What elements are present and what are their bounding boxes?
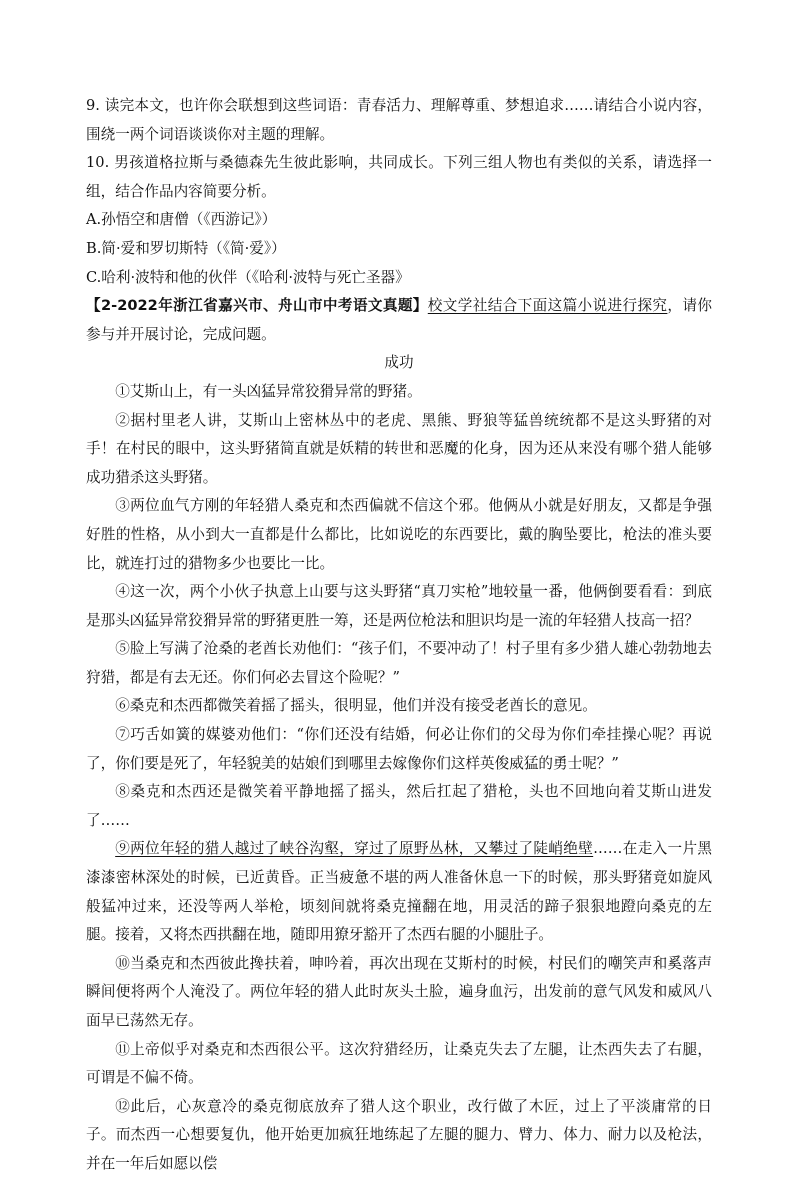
story-paragraph: ⑤脸上写满了沧桑的老酋长劝他们：“孩子们，不要冲动了！村子里有多少猎人雄心勃勃地去狩猎，都是有去无还。你们何必去冒这个险呢？” xyxy=(86,640,712,686)
story-body xyxy=(86,378,712,1179)
story-paragraph: ③两位血气方刚的年轻猎人桑克和杰西偏就不信这个邪。他俩从小就是好朋友，又都是争强好胜的性格，从小到大一直都是什么都比，比如说吃的东西要比，戴的胸坠要比，枪法的准头要比，就连打过的猎物多少也要比一比。 xyxy=(86,497,712,572)
option-c: C.哈利·波特和他的伙伴（《哈利·波特与死亡圣器》 xyxy=(86,268,410,286)
story-paragraph: ⑦巧舌如簧的媒婆劝他们：“你们还没有结婚，何必让你们的父母为你们牵挂操心呢？再说了，你们要是死了，年轻貌美的姑娘们到哪里去嫁像你们这样英俊威猛的勇士呢？” xyxy=(86,726,712,772)
story-paragraph: ⑪上帝似乎对桑克和杰西很公平。这次狩猎经历，让桑克失去了左腿，让杰西失去了右腿，可谓是不偏不倚。 xyxy=(86,1040,712,1087)
intro-underlined: 校文学社结合下面这篇小说进行探究 xyxy=(427,297,668,315)
story-title: 成功 xyxy=(384,354,414,372)
story-paragraph: ⑧桑克和杰西还是微笑着平静地摇了摇头，然后扛起了猎枪，头也不回地向着艾斯山进发了…… xyxy=(86,783,712,829)
story-paragraph: ①艾斯山上，有一头凶猛异常狡猾异常的野猪。 xyxy=(115,382,422,400)
question-9: 9. 读完本文，也许你会联想到这些词语：青春活力、理解尊重、梦想追求……请结合小说内容，围绕一两个词语谈谈你对主题的理解。 xyxy=(86,97,712,143)
option-b: B.简·爱和罗切斯特（《简·爱》） xyxy=(86,239,286,257)
story-paragraph: ④这一次，两个小伙子执意上山要与这头野猪“真刀实枪”地较量一番，他俩倒要看看：到底是那头凶猛异常狡猾异常的野猪更胜一筹，还是两位枪法和胆识均是一流的年轻猎人技高一招？ xyxy=(86,583,712,629)
option-a: A.孙悟空和唐僧（《西游记》） xyxy=(86,211,277,229)
story-paragraph-9 xyxy=(86,835,712,949)
paragraph-9-rest: ……在走入一片黑漆漆密林深处的时候，已近黄昏。正当疲惫不堪的两人准备休息一下的时候，那头野猪竟如旋风般猛冲过来，还没等两人举枪，顷刻间就将桑克撞翻在地，用灵活的蹄子狠狠地蹬向桑克的左腿。接着，又将杰西拱翻在地，随即用獠牙豁开了杰西右腿的小腿肚子。 xyxy=(86,840,712,944)
story-paragraph: ⑥桑克和杰西都微笑着摇了摇头，很明显，他们并没有接受老酋长的意见。 xyxy=(115,697,597,715)
section-intro xyxy=(86,292,712,349)
story-paragraph: ②据村里老人讲，艾斯山上密林丛中的老虎、黑熊、野狼等猛兽统统都不是这头野猪的对手！在村民的眼中，这头野猪简直就是妖精的转世和恶魔的化身，因为还从来没有哪个猎人能够成功猎杀这头野猪。 xyxy=(86,411,712,486)
source-label: 【2-2022年浙江省嘉兴市、舟山市中考语文真题】 xyxy=(86,297,428,315)
intro-rest: ，请你参与并开展讨论，完成问题。 xyxy=(86,297,712,343)
question-10: 10. 男孩道格拉斯与桑德森先生彼此影响，共同成长。下列三组人物也有类似的关系，请选择一组，结合作品内容简要分析。 xyxy=(86,154,712,200)
story-paragraph: ⑫此后，心灰意冷的桑克彻底放弃了猎人这个职业，改行做了木匠，过上了平淡庸常的日子。而杰西一心想要复仇，他开始更加疯狂地练起了左腿的腿力、臂力、体力、耐力以及枪法，并在一年后如愿以偿 xyxy=(86,1097,712,1172)
story-paragraph: ⑩当桑克和杰西彼此搀扶着，呻吟着，再次出现在艾斯村的时候，村民们的嘲笑声和奚落声瞬间便将两个人淹没了。两位年轻的猎人此时灰头土脸，遍身血污，出发前的意气风发和威风八面早已荡然无存。 xyxy=(86,954,712,1029)
questions-block xyxy=(86,92,712,292)
underlined-sentence: ⑨两位年轻的猎人越过了峡谷沟壑，穿过了原野丛林，又攀过了陡峭绝壁 xyxy=(115,840,594,858)
